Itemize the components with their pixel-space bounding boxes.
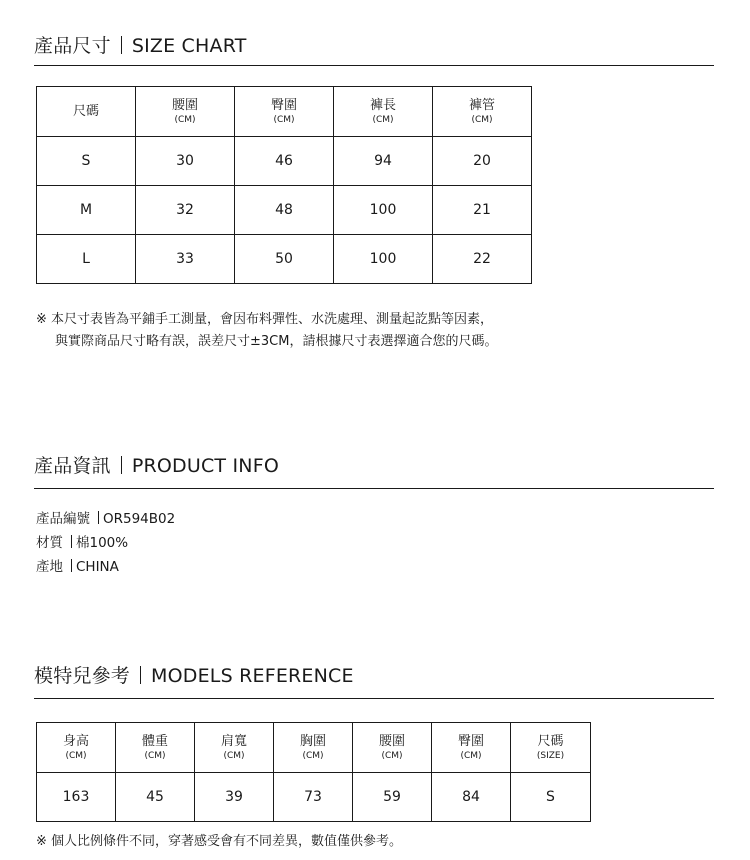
note-line: ※ 個人比例條件不同，穿著感受會有不同差異，數值僅供參考。 [36, 834, 403, 849]
header-label: 腰圍 [171, 97, 198, 113]
header-cell [433, 87, 532, 137]
info-divider [71, 535, 72, 548]
table-cell: 45 [116, 773, 195, 822]
header-cell [136, 87, 235, 137]
table-row [37, 186, 532, 235]
models-header-row [37, 723, 591, 773]
product-info-title-zh: 產品資訊 [34, 455, 111, 477]
title-divider [121, 456, 122, 474]
header-unit: (CM) [223, 750, 245, 761]
table-cell: 46 [235, 137, 334, 186]
table-cell: L [37, 235, 136, 284]
info-label: 產品編號 [36, 511, 90, 527]
table-row [37, 773, 591, 822]
header-cell [511, 723, 591, 773]
table-cell: S [37, 137, 136, 186]
header-unit: (CM) [372, 114, 394, 125]
header-label: 臀圍 [270, 97, 297, 113]
note-line: 與實際商品尺寸略有誤，誤差尺寸±3CM，請根據尺寸表選擇適合您的尺碼。 [55, 334, 498, 349]
header-label: 褲管 [468, 97, 495, 113]
info-value: OR594B02 [103, 511, 176, 527]
table-cell: 50 [235, 235, 334, 284]
table-cell: S [511, 773, 591, 822]
header-label: 胸圍 [299, 733, 326, 749]
info-label: 產地 [36, 559, 63, 575]
title-divider [140, 666, 141, 684]
table-row [37, 137, 532, 186]
header-cell [37, 87, 136, 137]
size-chart-title-en: SIZE CHART [131, 35, 247, 57]
table-cell: 94 [334, 137, 433, 186]
size-chart-title-zh: 產品尺寸 [34, 35, 111, 57]
info-label: 材質 [36, 535, 63, 551]
size-chart-title [34, 31, 247, 58]
header-cell [116, 723, 195, 773]
size-chart-note [36, 309, 497, 353]
header-unit: (CM) [471, 114, 493, 125]
header-cell [432, 723, 511, 773]
header-cell [235, 87, 334, 137]
table-cell: 20 [433, 137, 532, 186]
table-row [37, 235, 532, 284]
table-cell: 22 [433, 235, 532, 284]
table-cell: 100 [334, 186, 433, 235]
header-unit: (CM) [273, 114, 295, 125]
table-cell: 84 [432, 773, 511, 822]
size-chart-table [36, 86, 532, 284]
product-info-title [34, 451, 279, 478]
info-divider [98, 511, 99, 524]
header-label: 尺碼 [72, 104, 99, 119]
models-reference-title [34, 661, 354, 688]
section-rule [34, 65, 714, 66]
table-cell: 100 [334, 235, 433, 284]
header-label: 肩寬 [220, 733, 247, 749]
header-label: 腰圍 [378, 733, 405, 749]
table-cell: 73 [274, 773, 353, 822]
header-label: 身高 [62, 733, 89, 749]
header-cell [274, 723, 353, 773]
header-unit: (CM) [174, 114, 196, 125]
note-line: ※ 本尺寸表皆為平鋪手工測量，會因布料彈性、水洗處理、測量起訖點等因素， [36, 312, 494, 327]
header-label: 臀圍 [457, 733, 484, 749]
table-cell: 32 [136, 186, 235, 235]
info-row-origin [36, 555, 175, 579]
table-cell: 48 [235, 186, 334, 235]
section-rule [34, 698, 714, 699]
models-reference-title-zh: 模特兒參考 [34, 665, 131, 687]
table-cell: 163 [37, 773, 116, 822]
table-cell: 21 [433, 186, 532, 235]
title-divider [121, 36, 122, 54]
models-note [36, 831, 402, 853]
header-cell [334, 87, 433, 137]
info-value: CHINA [76, 559, 119, 575]
product-info-title-en: PRODUCT INFO [131, 455, 279, 477]
header-unit: (CM) [381, 750, 403, 761]
models-reference-title-en: MODELS REFERENCE [151, 665, 354, 687]
header-cell [37, 723, 116, 773]
header-unit: (CM) [302, 750, 324, 761]
header-label: 尺碼 [537, 733, 564, 749]
table-cell: M [37, 186, 136, 235]
info-row-product-number [36, 507, 175, 531]
product-info-list [36, 507, 175, 579]
header-cell [353, 723, 432, 773]
size-chart-header-row [37, 87, 532, 137]
table-cell: 39 [195, 773, 274, 822]
info-row-material [36, 531, 175, 555]
info-value: 棉100% [76, 535, 129, 551]
table-cell: 59 [353, 773, 432, 822]
header-unit: (CM) [65, 750, 87, 761]
header-unit: (CM) [460, 750, 482, 761]
header-unit: (CM) [144, 750, 166, 761]
models-reference-table [36, 722, 591, 822]
table-cell: 33 [136, 235, 235, 284]
header-label: 體重 [141, 733, 168, 749]
section-rule [34, 488, 714, 489]
table-cell: 30 [136, 137, 235, 186]
header-unit: (SIZE) [536, 750, 565, 761]
header-cell [195, 723, 274, 773]
info-divider [71, 559, 72, 572]
header-label: 褲長 [369, 97, 396, 113]
